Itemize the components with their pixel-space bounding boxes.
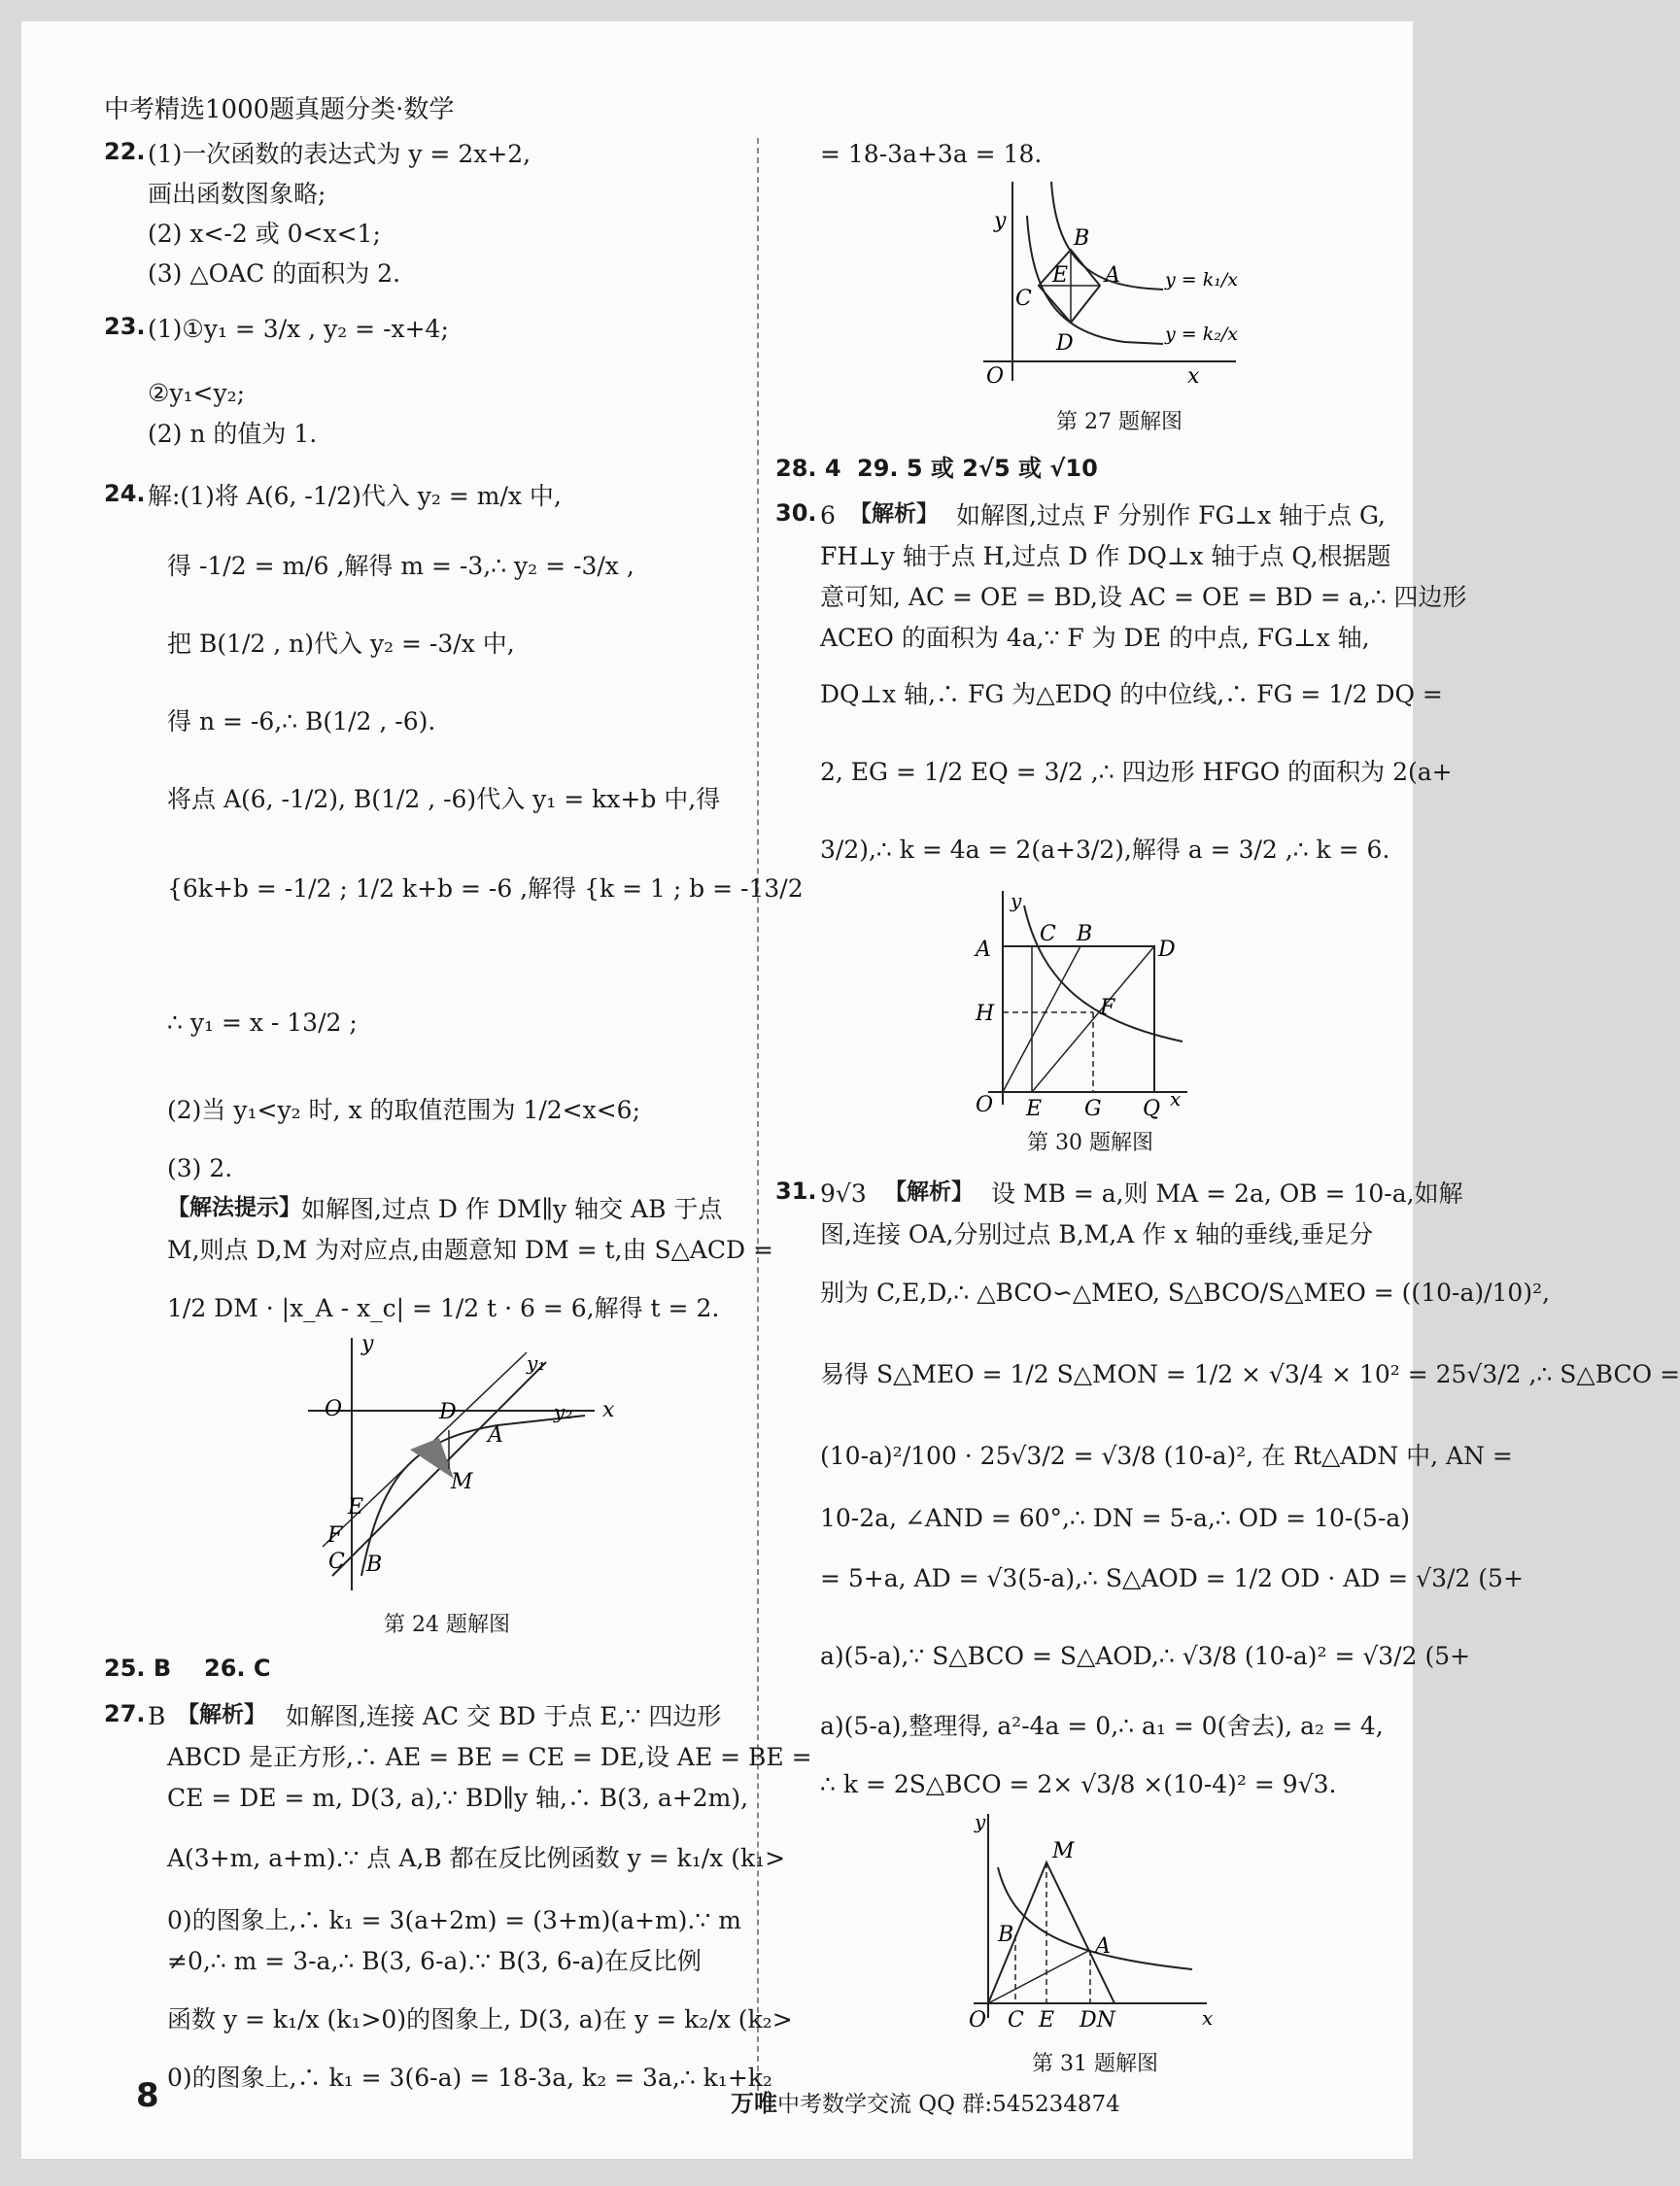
q30-line: 意可知, AC = OE = BD,设 AC = OE = BD = a,∴ 四边形 bbox=[820, 583, 1467, 611]
q22-line: (1)一次函数的表达式为 y = 2x+2, bbox=[148, 140, 531, 168]
q24-line: 解:(1)将 A(6, -1/2)代入 y₂ = m/x 中, bbox=[148, 482, 562, 510]
label-y: y bbox=[975, 1810, 986, 1833]
page-number: 8 bbox=[136, 2076, 159, 2115]
fig31-caption: 第 31 题解图 bbox=[1032, 2052, 1158, 2076]
label-C: C bbox=[1040, 922, 1056, 946]
q31-line: 易得 S△MEO = 1/2 S△MON = 1/2 × √3/4 × 10² = 25√3/2 ,∴ S△BCO = bbox=[820, 1360, 1680, 1388]
label-M: M bbox=[451, 1470, 473, 1494]
label-M: M bbox=[1052, 1839, 1075, 1863]
analysis-tag: 【解析】 bbox=[884, 1179, 974, 1205]
label-D: D bbox=[1056, 331, 1074, 356]
footer bbox=[731, 2084, 1120, 2118]
footer-brand: 万唯 bbox=[731, 2090, 777, 2117]
q24-line: 得 -1/2 = m/6 ,解得 m = -3,∴ y₂ = -3/x , bbox=[167, 552, 634, 580]
label-x: x bbox=[1170, 1087, 1182, 1110]
q27-line: ABCD 是正方形,∴ AE = BE = CE = DE,设 AE = BE = bbox=[167, 1743, 812, 1771]
label-O: O bbox=[969, 2008, 987, 2032]
fig24-caption: 第 24 题解图 bbox=[384, 1613, 510, 1637]
q24-line: 如解图,过点 D 作 DM∥y 轴交 AB 于点 bbox=[301, 1195, 723, 1223]
q30-number: 30. bbox=[775, 499, 817, 527]
q27-number: 27. bbox=[104, 1700, 146, 1727]
label-y: y bbox=[1011, 889, 1022, 912]
q23-line: (1)①y₁ = 3/x , y₂ = -x+4; bbox=[148, 315, 449, 343]
fig27-caption: 第 27 题解图 bbox=[1056, 410, 1183, 434]
label-B: B bbox=[366, 1553, 383, 1577]
label-eq2: y = k₂/x bbox=[1165, 324, 1238, 345]
q24-line: 将点 A(6, -1/2), B(1/2 , -6)代入 y₁ = kx+b 中,得 bbox=[167, 785, 721, 813]
label-A: A bbox=[976, 938, 991, 962]
q26: 26. C bbox=[204, 1655, 271, 1682]
label-F: F bbox=[1100, 996, 1115, 1020]
q30-line: 如解图,过点 F 分别作 FG⊥x 轴于点 G, bbox=[956, 501, 1386, 529]
q23-line: (2) n 的值为 1. bbox=[148, 420, 318, 448]
figure-31 bbox=[969, 1809, 1221, 2032]
label-x: x bbox=[602, 1398, 615, 1422]
q27-continued: = 18-3a+3a = 18. bbox=[820, 140, 1043, 168]
label-O: O bbox=[976, 1093, 994, 1117]
label-x: x bbox=[1202, 2006, 1214, 2030]
label-A: A bbox=[1105, 263, 1120, 288]
label-y: y bbox=[994, 209, 1007, 233]
q31-number: 31. bbox=[775, 1178, 817, 1205]
q27-line: 0)的图象上,∴ k₁ = 3(a+2m) = (3+m)(a+m).∵ m bbox=[167, 1906, 741, 1934]
label-C: C bbox=[1015, 287, 1032, 311]
q22-line: (3) △OAC 的面积为 2. bbox=[148, 259, 401, 288]
q24-line: (3) 2. bbox=[167, 1154, 233, 1182]
q31-line: 10-2a, ∠AND = 60°,∴ DN = 5-a,∴ OD = 10-(5-a) bbox=[820, 1504, 1411, 1532]
q31-line: a)(5-a),∵ S△BCO = S△AOD,∴ √3/8 (10-a)² = √3/2 (5+ bbox=[820, 1642, 1471, 1670]
segment-OB bbox=[1003, 946, 1080, 1092]
label-E: E bbox=[1039, 2008, 1055, 2032]
label-A: A bbox=[1095, 1934, 1111, 1959]
q31-answer: 9√3 bbox=[820, 1179, 867, 1208]
q27-line: CE = DE = m, D(3, a),∵ BD∥y 轴,∴ B(3, a+2m), bbox=[167, 1784, 749, 1812]
q27-line: 0)的图象上,∴ k₁ = 3(6-a) = 18-3a, k₂ = 3a,∴ k₁+k₂ bbox=[167, 2064, 772, 2092]
q31-line: 图,连接 OA,分别过点 B,M,A 作 x 轴的垂线,垂足分 bbox=[820, 1220, 1374, 1248]
q30-line: 3/2),∴ k = 4a = 2(a+3/2),解得 a = 3/2 ,∴ k = 6. bbox=[820, 836, 1390, 864]
analysis-tag: 【解析】 bbox=[177, 1702, 266, 1727]
label-C: C bbox=[1008, 2008, 1024, 2032]
label-Q: Q bbox=[1143, 1097, 1161, 1121]
q30-line: ACEO 的面积为 4a,∵ F 为 DE 的中点, FG⊥x 轴, bbox=[820, 624, 1370, 652]
q24-line: M,则点 D,M 为对应点,由题意知 DM = t,由 S△ACD = bbox=[167, 1236, 773, 1264]
q24-line: ∴ y₁ = x - 13/2 ; bbox=[167, 1008, 358, 1037]
q27-line: A(3+m, a+m).∵ 点 A,B 都在反比例函数 y = k₁/x (k₁> bbox=[167, 1844, 786, 1872]
segment-OA bbox=[988, 1950, 1090, 2003]
label-C: C bbox=[328, 1550, 345, 1574]
label-F: F bbox=[327, 1523, 343, 1548]
q27-answer: B bbox=[148, 1702, 166, 1730]
q31-line: 设 MB = a,则 MA = 2a, OB = 10-a,如解 bbox=[991, 1179, 1463, 1208]
label-E: E bbox=[1052, 263, 1069, 288]
label-H: H bbox=[976, 1002, 995, 1026]
q23-number: 23. bbox=[104, 313, 146, 340]
q31-line: 别为 C,E,D,∴ △BCO∽△MEO, S△BCO/S△MEO = ((10-a)/10)², bbox=[820, 1279, 1551, 1307]
label-x: x bbox=[1187, 364, 1200, 389]
page bbox=[21, 21, 1680, 2159]
q27-line: 如解图,连接 AC 交 BD 于点 E,∵ 四边形 bbox=[286, 1702, 722, 1730]
q24-line: 1/2 DM · |x_A - x_c| = 1/2 t · 6 = 6,解得 t = 2. bbox=[167, 1294, 720, 1322]
label-y: y bbox=[361, 1332, 374, 1356]
curve-y2 bbox=[361, 1416, 585, 1576]
label-D: D bbox=[439, 1400, 457, 1424]
q31-line: (10-a)²/100 · 25√3/2 = √3/8 (10-a)², 在 Rt△ADN 中, AN = bbox=[820, 1442, 1513, 1470]
q28: 28. 4 bbox=[775, 455, 841, 482]
q29: 29. 5 或 2√5 或 √10 bbox=[857, 455, 1098, 482]
q24-number: 24. bbox=[104, 480, 146, 507]
q30-line: FH⊥y 轴于点 H,过点 D 作 DQ⊥x 轴于点 Q,根据题 bbox=[820, 542, 1391, 570]
q24-line: 把 B(1/2 , n)代入 y₂ = -3/x 中, bbox=[167, 630, 515, 658]
rect-AODQ bbox=[1003, 946, 1154, 1092]
q22-line: (2) x<-2 或 0<x<1; bbox=[148, 220, 381, 248]
label-y2: y₂ bbox=[554, 1400, 573, 1423]
q23-line: ②y₁<y₂; bbox=[148, 379, 246, 407]
figure-30 bbox=[954, 886, 1207, 1119]
running-header: 中考精选1000题真题分类·数学 bbox=[104, 95, 455, 124]
q27-line: 函数 y = k₁/x (k₁>0)的图象上, D(3, a)在 y = k₂/x (k₂> bbox=[167, 2005, 793, 2033]
q24-line: 得 n = -6,∴ B(1/2 , -6). bbox=[167, 707, 436, 735]
q24-line: (2)当 y₁<y₂ 时, x 的取值范围为 1/2<x<6; bbox=[167, 1096, 640, 1124]
label-G: G bbox=[1084, 1097, 1102, 1121]
label-B: B bbox=[1077, 922, 1093, 946]
figure-27 bbox=[978, 177, 1251, 391]
label-B: B bbox=[998, 1923, 1014, 1947]
footer-text: 中考数学交流 QQ 群:545234874 bbox=[777, 2092, 1120, 2117]
hint-tag: 【解法提示】 bbox=[167, 1195, 301, 1220]
q31-line: a)(5-a),整理得, a²-4a = 0,∴ a₁ = 0(舍去), a₂ = 4, bbox=[820, 1712, 1384, 1740]
label-D: D bbox=[1158, 938, 1176, 962]
analysis-tag: 【解析】 bbox=[849, 501, 939, 527]
q30-line: DQ⊥x 轴,∴ FG 为△EDQ 的中位线,∴ FG = 1/2 DQ = bbox=[820, 680, 1443, 708]
q27-line: ≠0,∴ m = 3-a,∴ B(3, 6-a).∵ B(3, 6-a)在反比例 bbox=[167, 1947, 702, 1975]
label-E: E bbox=[348, 1495, 364, 1520]
q25: 25. B bbox=[104, 1655, 172, 1682]
figure-24 bbox=[293, 1323, 624, 1595]
label-y1: y₁ bbox=[527, 1351, 546, 1375]
column-divider bbox=[757, 138, 759, 2091]
label-O: O bbox=[325, 1397, 343, 1421]
label-DN: DN bbox=[1080, 2008, 1115, 2032]
q22-line: 画出函数图象略; bbox=[148, 180, 326, 208]
q30-line: 2, EG = 1/2 EQ = 3/2 ,∴ 四边形 HFGO 的面积为 2(a+ bbox=[820, 758, 1453, 786]
q22-number: 22. bbox=[104, 138, 146, 165]
q24-line: {6k+b = -1/2 ; 1/2 k+b = -6 ,解得 {k = 1 ; b = -13/2 bbox=[167, 874, 804, 903]
label-A: A bbox=[488, 1423, 503, 1448]
label-E: E bbox=[1026, 1097, 1043, 1121]
label-eq1: y = k₁/x bbox=[1165, 269, 1238, 290]
fig30-caption: 第 30 题解图 bbox=[1027, 1131, 1153, 1155]
label-O: O bbox=[986, 364, 1005, 389]
q31-line: = 5+a, AD = √3(5-a),∴ S△AOD = 1/2 OD · AD = √3/2 (5+ bbox=[820, 1564, 1524, 1592]
q31-line: ∴ k = 2S△BCO = 2× √3/8 ×(10-4)² = 9√3. bbox=[820, 1770, 1337, 1798]
q30-answer: 6 bbox=[820, 501, 836, 529]
label-B: B bbox=[1074, 226, 1090, 251]
